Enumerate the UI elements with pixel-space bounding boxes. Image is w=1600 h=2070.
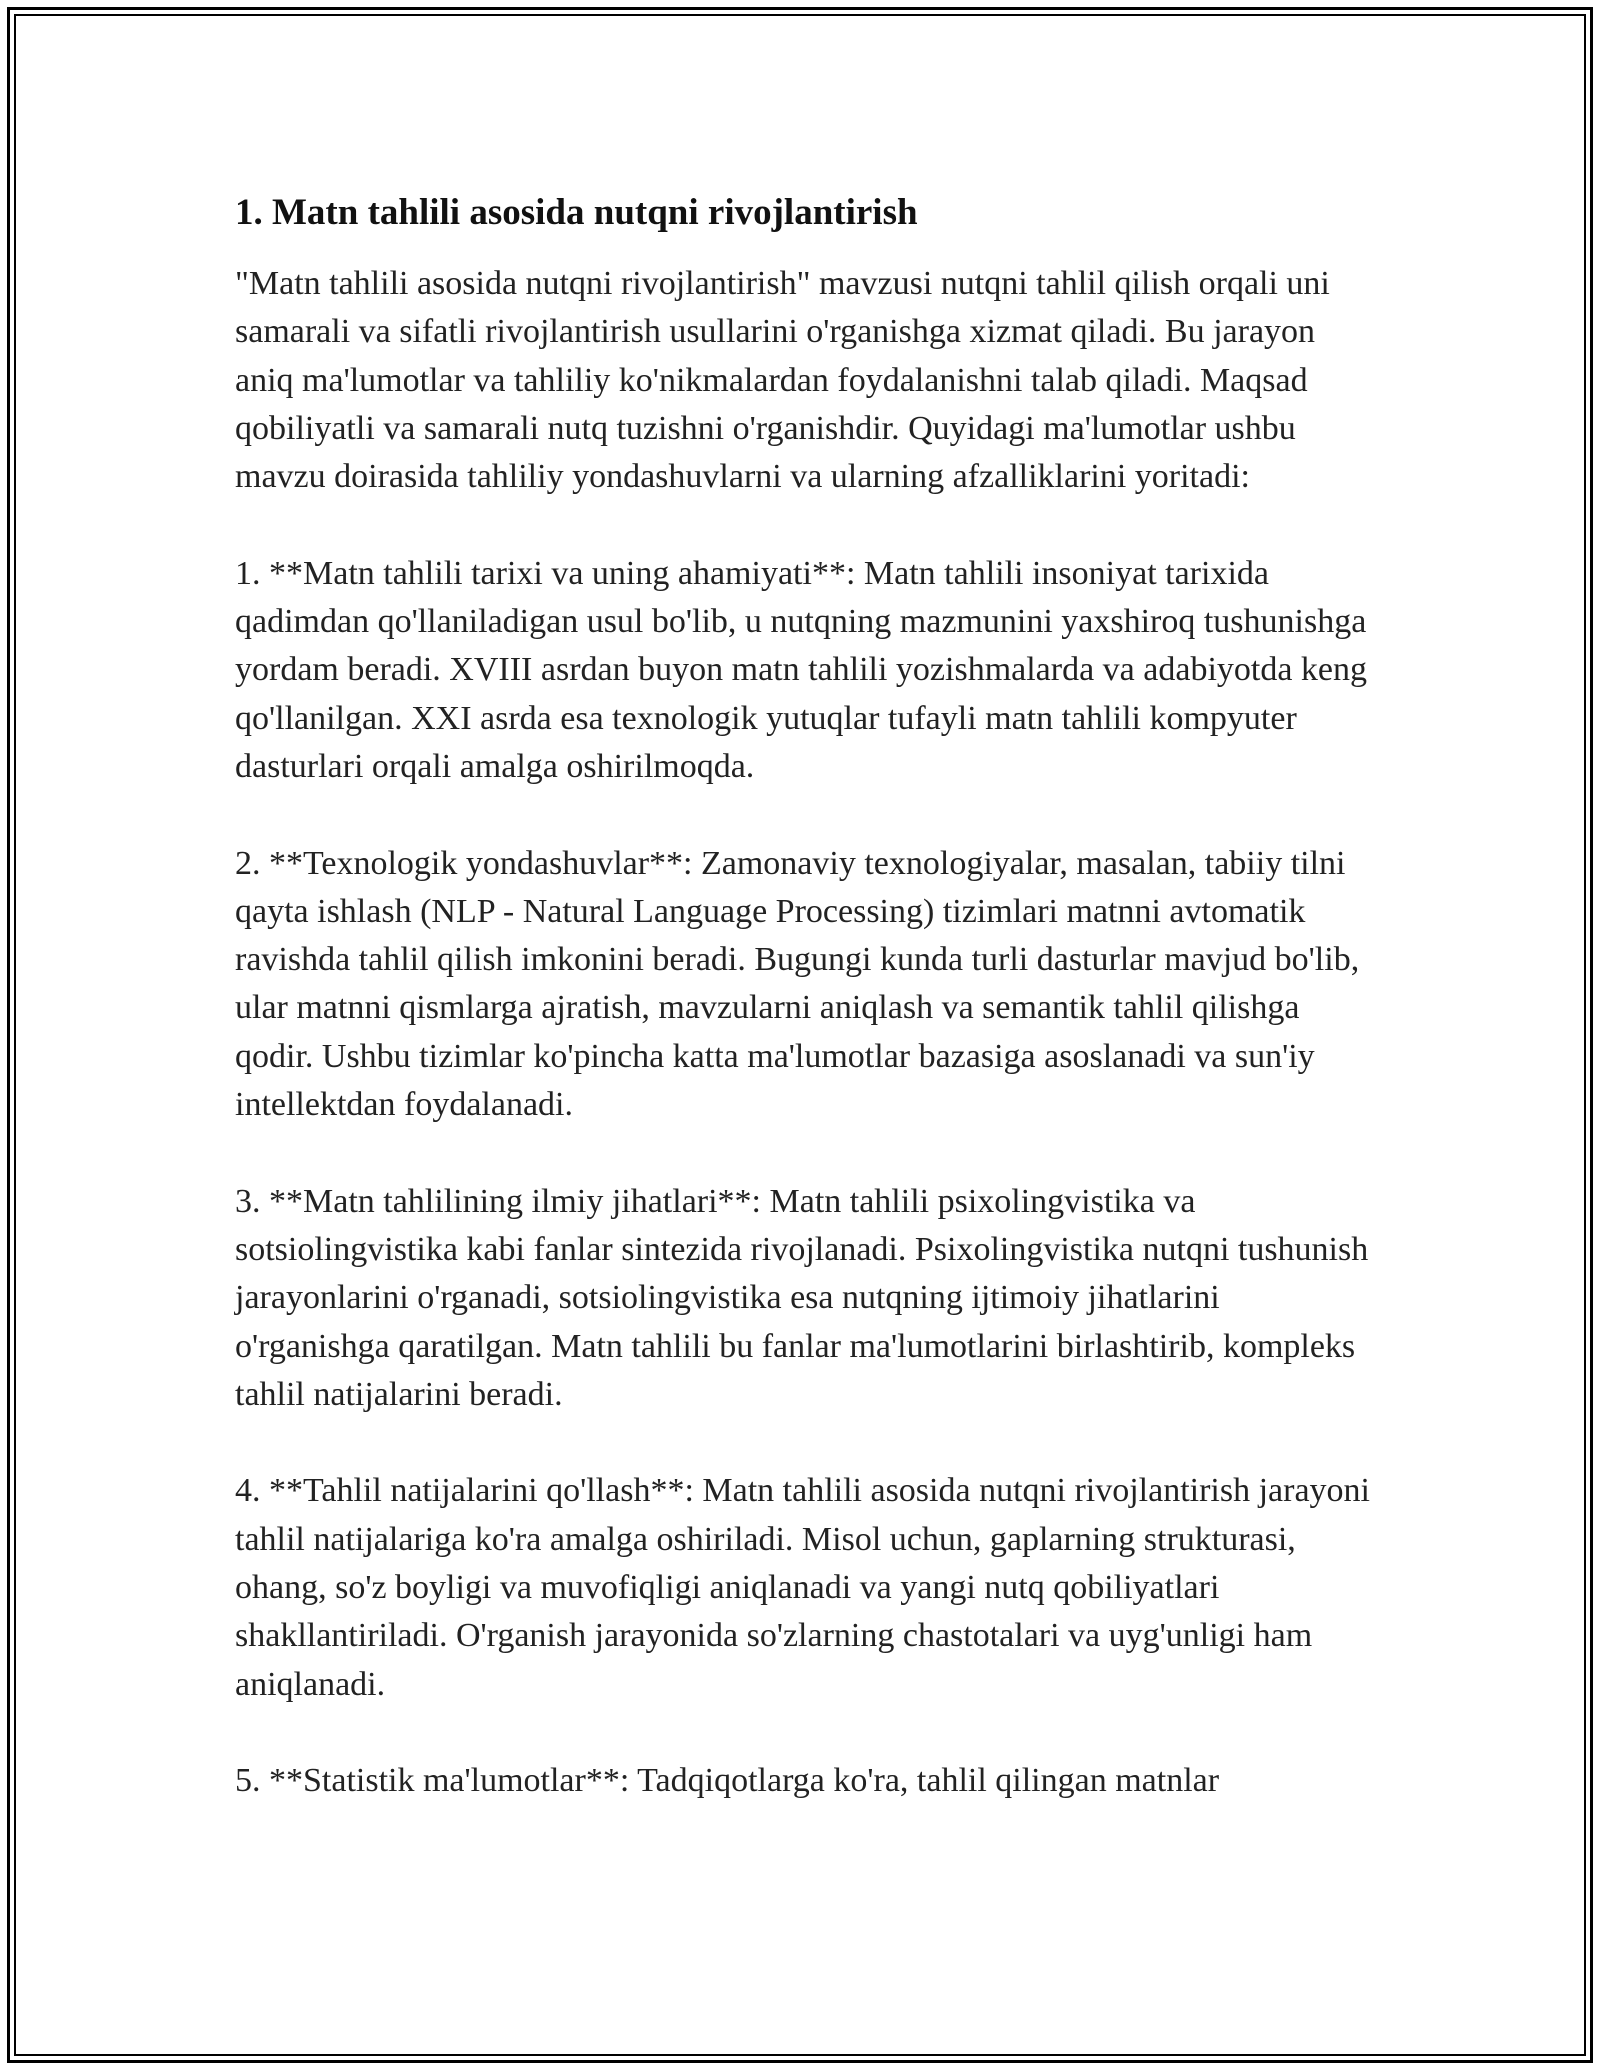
intro-paragraph: "Matn tahlili asosida nutqni rivojlantirish" mavzusi nutqni tahlil qilish orqali uni samarali va sifatli rivojlantirish usullarini o'rganishga xizmat qiladi. Bu jarayon aniq ma'lumotlar va tahliliy ko'nikmalardan foydalanishni talab qiladi. Maqsad qobiliyatli va samarali nutq tuzishni o'rganishdir. Quyidagi ma'lumotlar ushbu mavzu doirasida tahliliy yondashuvlarni va ularning afzalliklarini yoritadi: bbox=[235, 265, 1330, 496]
section-paragraph-3: 3. **Matn tahlilining ilmiy jihatlari**: Matn tahlili psixolingvistika va sotsiolingvistika kabi fanlar sintezida rivojlanadi. Psixolingvistika nutqni tushunish jarayonlarini o'rganadi, sotsiolingvistika esa nutqning ijtimoiy jihatlarini o'rganishga qaratilgan. Matn tahlili bu fanlar ma'lumotlarini birlashtirib, kompleks tahlil natijalarini beradi. bbox=[235, 1182, 1369, 1413]
section-paragraph-1: 1. **Matn tahlili tarixi va uning ahamiyati**: Matn tahlili insoniyat tarixida qadimdan qo'llaniladigan usul bo'lib, u nutqning mazmunini yaxshiroq tushunishga yordam beradi. XVIII asrdan buyon matn tahlili yozishmalarda va adabiyotda keng qo'llanilgan. XXI asrda esa texnologik yutuqlar tufayli matn tahlili kompyuter dasturlari orqali amalga oshirilmoqda. bbox=[235, 554, 1368, 785]
section-paragraph-2: 2. **Texnologik yondashuvlar**: Zamonaviy texnologiyalar, masalan, tabiiy tilni qayta ishlash (NLP - Natural Language Processing) tizimlari matnni avtomatik ravishda tahlil qilish imkonini beradi. Bugungi kunda turli dasturlar mavjud bo'lib, ular matnni qismlarga ajratish, mavzularni aniqlash va semantik tahlil qilishga qodir. Ushbu tizimlar ko'pincha katta ma'lumotlar bazasiga asoslanadi va sun'iy intellektdan foydalanadi. bbox=[235, 844, 1360, 1124]
section-paragraph-5: 5. **Statistik ma'lumotlar**: Tadqiqotlarga ko'ra, tahlil qilingan matnlar bbox=[235, 1762, 1220, 1800]
section-paragraph-4: 4. **Tahlil natijalarini qo'llash**: Matn tahlili asosida nutqni rivojlantirish jarayoni tahlil natijalariga ko'ra amalga oshiriladi. Misol uchun, gaplarning strukturasi, ohang, so'z boyligi va muvofiqligi aniqlanadi va yangi nutq qobiliyatlari shakllantiriladi. O'rganish jarayonida so'zlarning chastotalari va uyg'unligi ham aniqlanadi. bbox=[235, 1472, 1370, 1703]
document-body bbox=[235, 186, 1370, 1806]
document-title: 1. Matn tahlili asosida nutqni rivojlantirish bbox=[235, 192, 918, 233]
